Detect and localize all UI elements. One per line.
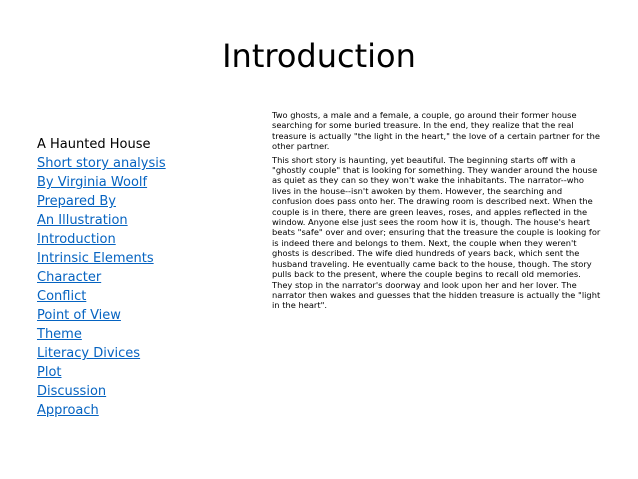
sidebar-item-approach — [37, 401, 257, 420]
link-intrinsic-elements[interactable]: Intrinsic Elements — [37, 251, 154, 266]
sidebar-item-point-of-view — [37, 306, 257, 325]
link-introduction[interactable]: Introduction — [37, 232, 116, 247]
sidebar-item-short-story-analysis — [37, 154, 257, 173]
story-summary — [272, 110, 602, 314]
sidebar-item-intrinsic-elements — [37, 249, 257, 268]
sidebar-item-character — [37, 268, 257, 287]
sidebar-link-list — [37, 154, 257, 420]
link-plot[interactable]: Plot — [37, 365, 62, 380]
link-theme[interactable]: Theme — [37, 327, 82, 342]
sidebar-item-conflict — [37, 287, 257, 306]
sidebar-item-by-virginia-woolf — [37, 173, 257, 192]
link-discussion[interactable]: Discussion — [37, 384, 107, 399]
sidebar-nav — [37, 135, 257, 420]
sidebar-item-discussion — [37, 382, 257, 401]
sidebar-heading: A Haunted House — [37, 137, 151, 152]
link-point-of-view[interactable]: Point of View — [37, 308, 121, 323]
link-by-virginia-woolf[interactable]: By Virginia Woolf — [37, 175, 148, 190]
analysis-paragraph: This short story is haunting, yet beautiful. The beginning starts off with a "ghostly couple" that is looking for something. They wander around the house as quiet as they can so they won't wake the inhabitants. The narrator--who lives in the house--isn't awoken by them. However, the searching and confusion does pass onto her. The drawing room is described next. When the couple is in there, there are green leaves, roses, and apples reflected in the window. Anyone else just sees the room how it is, though. The house's heart beats "safe" over and over; ensuring that the treasure the couple is looking for is indeed there and belongs to them. Next, the couple when they weren't ghosts is described. The wife died hundreds of years back, which sent the husband traveling. He eventually came back to the house, though. The story pulls back to the present, where the couple begins to recall old memories. They stop in the narrator's doorway and look upon her and her lover. The narrator then wakes and guesses that the hidden treasure is actually the "light in the heart". — [272, 154, 601, 311]
sidebar-item-prepared-by — [37, 192, 257, 211]
link-literacy-divices[interactable]: Literacy Divices — [37, 346, 141, 361]
link-short-story-analysis[interactable]: Short story analysis — [37, 156, 166, 171]
sidebar-item-an-illustration — [37, 211, 257, 230]
sidebar-item-theme — [37, 325, 257, 344]
sidebar-item-literacy-divices — [37, 344, 257, 363]
link-prepared-by[interactable]: Prepared By — [37, 194, 116, 209]
link-character[interactable]: Character — [37, 270, 102, 285]
link-approach[interactable]: Approach — [37, 403, 99, 418]
slide-title: Introduction — [222, 37, 416, 75]
sidebar-item-plot — [37, 363, 257, 382]
link-an-illustration[interactable]: An Illustration — [37, 213, 128, 228]
summary-paragraph: Two ghosts, a male and a female, a couple, go around their former house searching for some buried treasure. In the end, they realize that the real treasure is actually "the light in the heart," the love of a certain partner for the other partner. — [272, 110, 600, 152]
link-conflict[interactable]: Conflict — [37, 289, 87, 304]
sidebar-item-introduction — [37, 230, 257, 249]
